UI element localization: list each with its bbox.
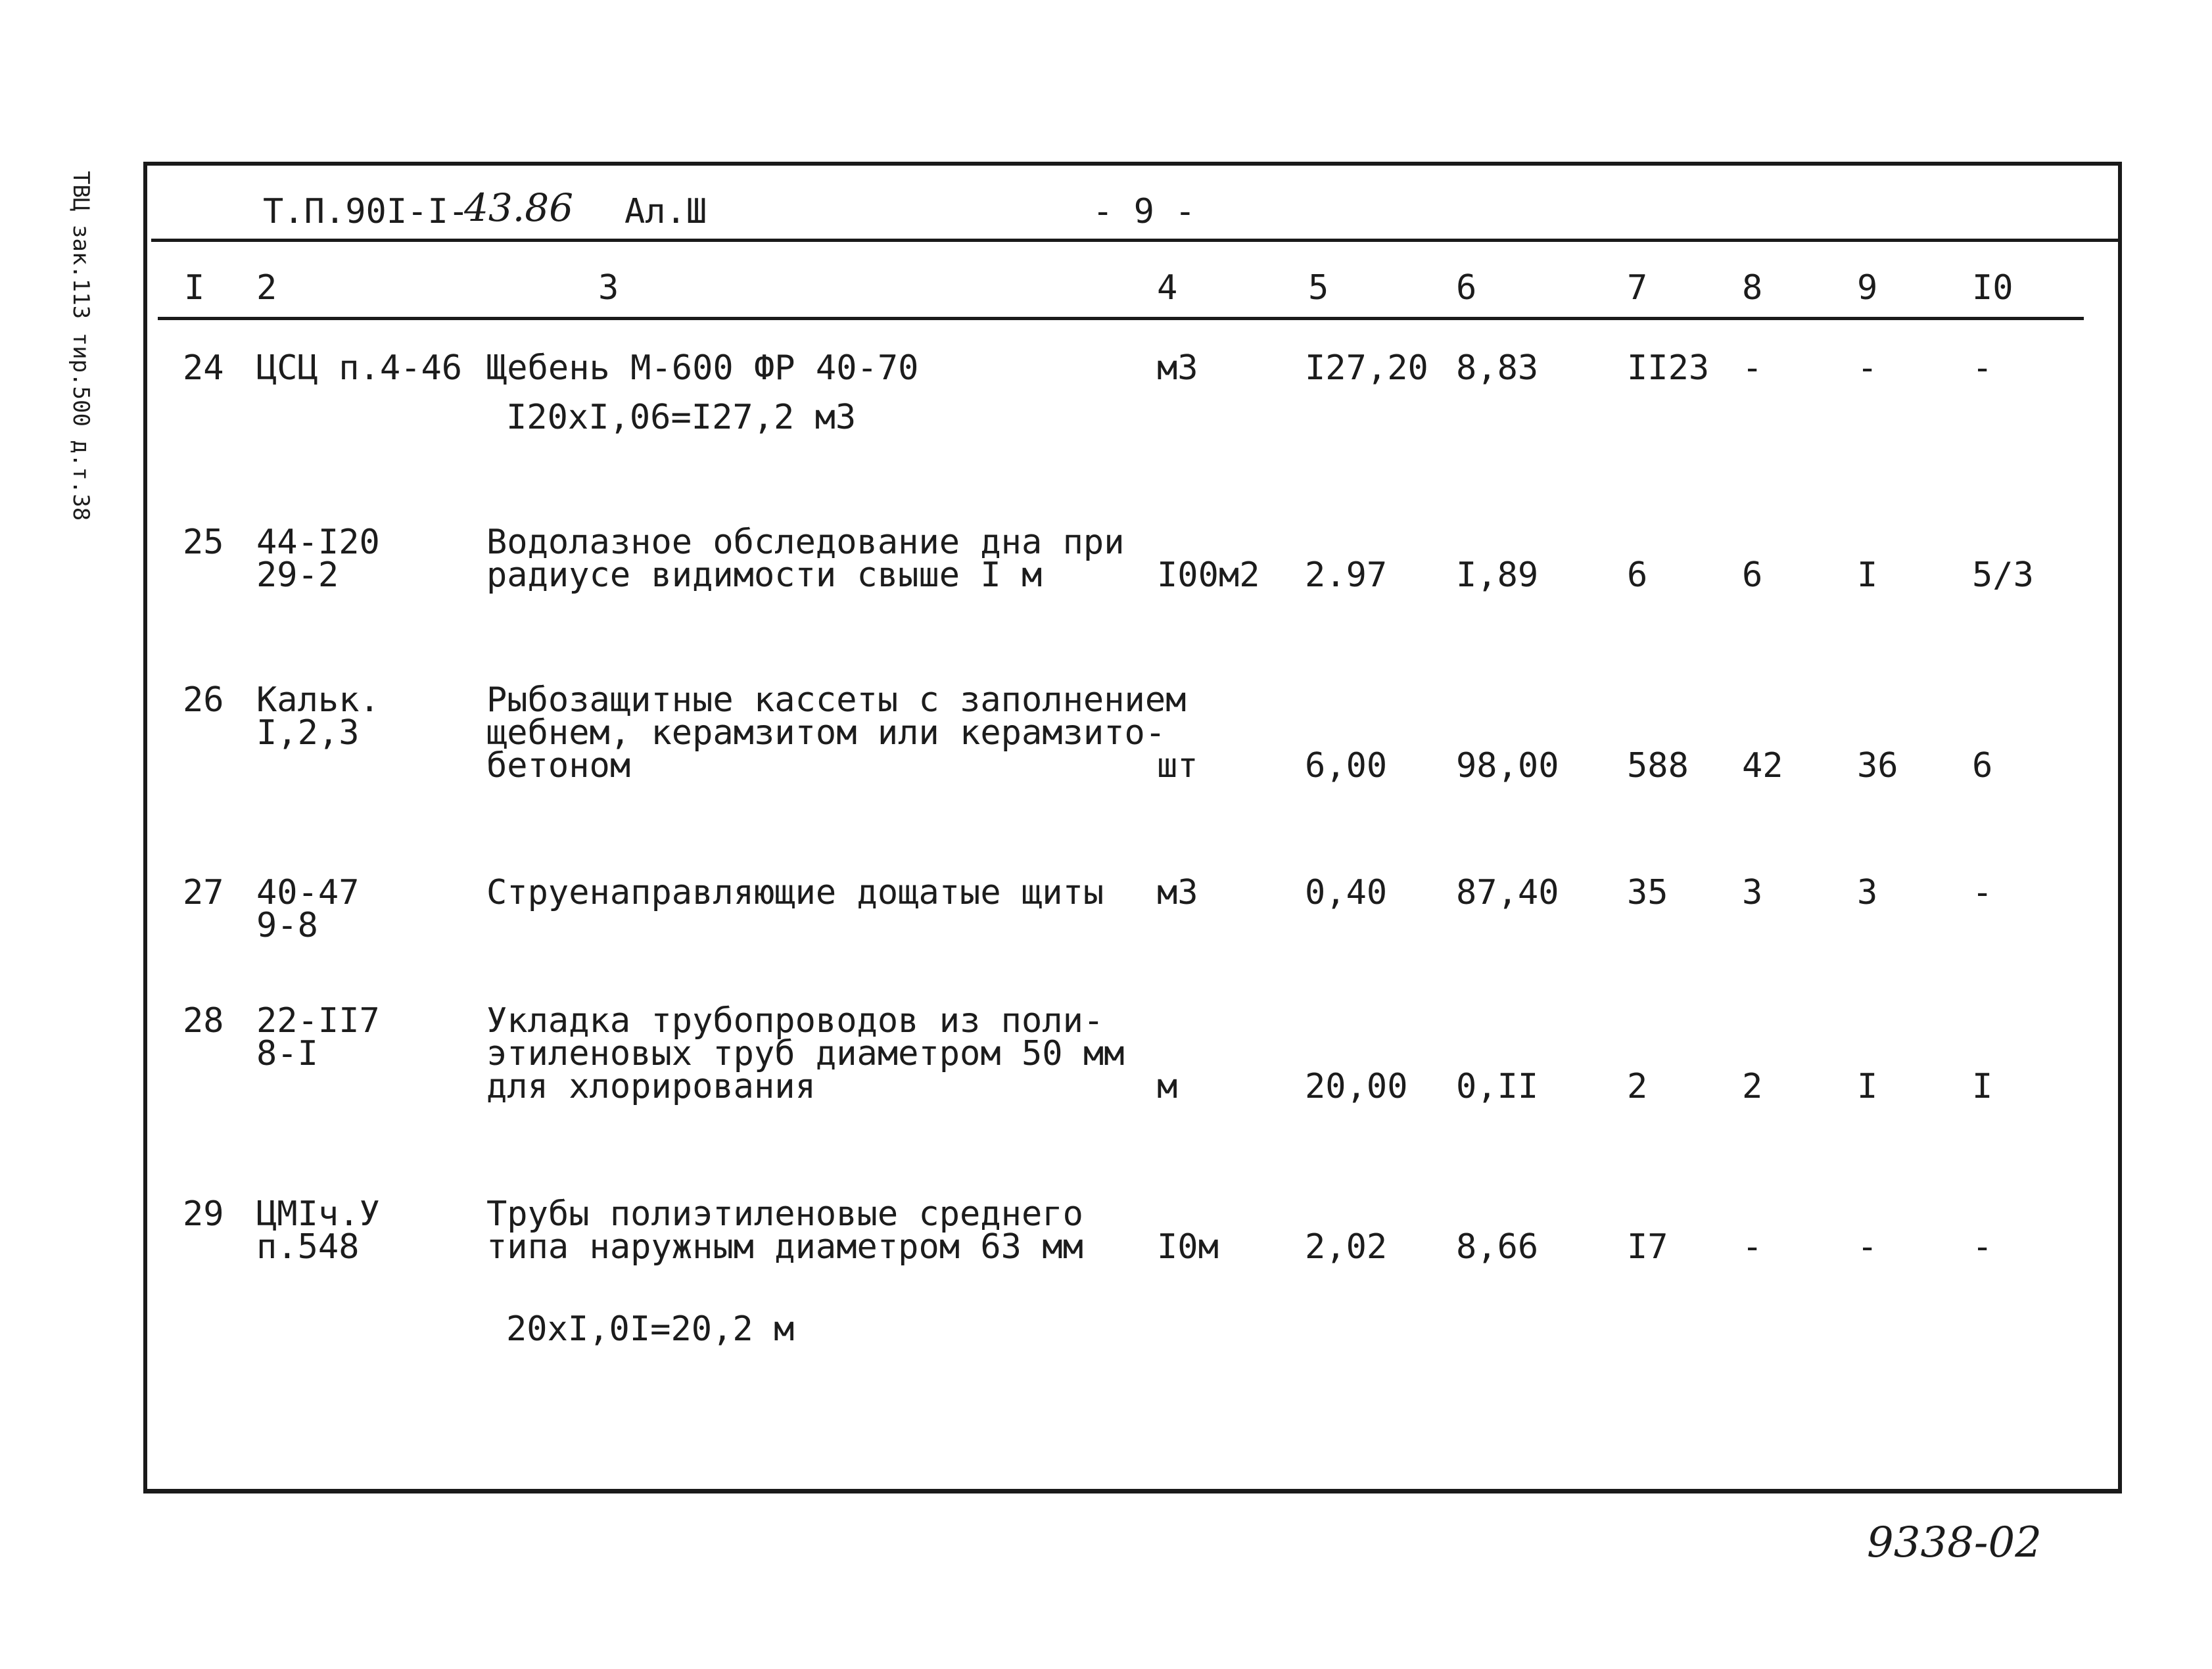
- side-print-note: ТВЦ зак.113 тир.500 д.т.38: [68, 171, 94, 521]
- column-number-2: 2: [256, 268, 277, 308]
- row-description: Водолазное обследование дна при радиусе видимости свыше I м: [486, 523, 1125, 595]
- row-c9: -: [1857, 348, 1878, 388]
- row-description: Трубы полиэтиленовые среднего типа наружным диаметром 63 мм: [486, 1194, 1083, 1267]
- row-price: 0,II: [1456, 1067, 1539, 1106]
- footer-handwritten-code: 9338-02: [1867, 1518, 2042, 1567]
- row-c8: -: [1742, 1227, 1763, 1267]
- row-c9: 3: [1857, 873, 1878, 912]
- row-c9: 36: [1857, 746, 1898, 786]
- column-number-5: 5: [1308, 268, 1329, 308]
- row-total: 35: [1627, 873, 1668, 912]
- row-code: 44-I20 29-2: [256, 523, 380, 595]
- album-label: Ал.Ш: [624, 192, 707, 231]
- row-c10: -: [1972, 873, 1993, 912]
- row-unit: м3: [1157, 348, 1198, 388]
- row-description: Струенаправляющие дощатые щиты: [486, 873, 1104, 912]
- row-c9: I: [1857, 555, 1878, 595]
- row-c10: -: [1972, 348, 1993, 388]
- doc-code-handwritten: 43.86: [464, 185, 574, 230]
- row-qty: 20,00: [1305, 1067, 1408, 1106]
- row-c8: -: [1742, 348, 1763, 388]
- row-code: ЦМIч.У п.548: [256, 1194, 380, 1267]
- column-number-7: 7: [1627, 268, 1648, 308]
- row-total: 588: [1627, 746, 1689, 786]
- row-c10: 5/3: [1972, 555, 2034, 595]
- row-qty: 2.97: [1305, 555, 1388, 595]
- column-number-4: 4: [1157, 268, 1178, 308]
- row-total: II23: [1627, 348, 1710, 388]
- row-calculation: I20xI,06=I27,2 м3: [506, 398, 857, 437]
- column-number-9: 9: [1857, 268, 1878, 308]
- row-total: I7: [1627, 1227, 1668, 1267]
- row-qty: 2,02: [1305, 1227, 1388, 1267]
- row-c10: 6: [1972, 746, 1993, 786]
- row-unit: I00м2: [1157, 555, 1260, 595]
- header-divider: [151, 239, 2120, 242]
- row-number: 24: [183, 348, 224, 388]
- row-total: 2: [1627, 1067, 1648, 1106]
- row-c8: 6: [1742, 555, 1763, 595]
- column-number-6: 6: [1456, 268, 1477, 308]
- row-c10: I: [1972, 1067, 1993, 1106]
- row-price: 87,40: [1456, 873, 1559, 912]
- row-description: Рыбозащитные кассеты с заполнением щебнем, керамзитом или керамзито- бетоном: [486, 680, 1187, 786]
- row-unit: шт: [1157, 746, 1198, 786]
- row-number: 28: [183, 1001, 224, 1041]
- column-number-10: I0: [1972, 268, 2013, 308]
- row-code: 40-47 9-8: [256, 873, 360, 945]
- page-number: - 9 -: [1093, 192, 1196, 231]
- row-unit: м: [1157, 1067, 1178, 1106]
- row-description: Укладка трубопроводов из поли- этиленовых труб диаметром 50 мм для хлорирования: [486, 1001, 1125, 1106]
- row-code: ЦСЦ п.4-46: [256, 348, 463, 388]
- row-code: 22-II7 8-I: [256, 1001, 380, 1073]
- row-unit: м3: [1157, 873, 1198, 912]
- row-price: 98,00: [1456, 746, 1559, 786]
- row-qty: I27,20: [1305, 348, 1428, 388]
- row-c8: 2: [1742, 1067, 1763, 1106]
- column-number-1: I: [184, 268, 205, 308]
- doc-code: Т.П.90I-I-: [263, 192, 469, 231]
- row-unit: I0м: [1157, 1227, 1219, 1267]
- row-price: 8,83: [1456, 348, 1539, 388]
- row-code: Кальк. I,2,3: [256, 680, 380, 753]
- row-qty: 6,00: [1305, 746, 1388, 786]
- row-calculation: 20xI,0I=20,2 м: [506, 1309, 795, 1349]
- row-c8: 42: [1742, 746, 1783, 786]
- row-c9: -: [1857, 1227, 1878, 1267]
- row-description: Щебень М-600 ФР 40-70: [486, 348, 919, 388]
- row-total: 6: [1627, 555, 1648, 595]
- column-number-8: 8: [1742, 268, 1763, 308]
- column-numbers-divider: [158, 317, 2084, 320]
- row-number: 27: [183, 873, 224, 912]
- row-number: 25: [183, 523, 224, 562]
- row-c10: -: [1972, 1227, 1993, 1267]
- row-number: 29: [183, 1194, 224, 1234]
- column-number-3: 3: [598, 268, 619, 308]
- row-price: I,89: [1456, 555, 1539, 595]
- row-qty: 0,40: [1305, 873, 1388, 912]
- row-price: 8,66: [1456, 1227, 1539, 1267]
- row-c8: 3: [1742, 873, 1763, 912]
- row-number: 26: [183, 680, 224, 720]
- row-c9: I: [1857, 1067, 1878, 1106]
